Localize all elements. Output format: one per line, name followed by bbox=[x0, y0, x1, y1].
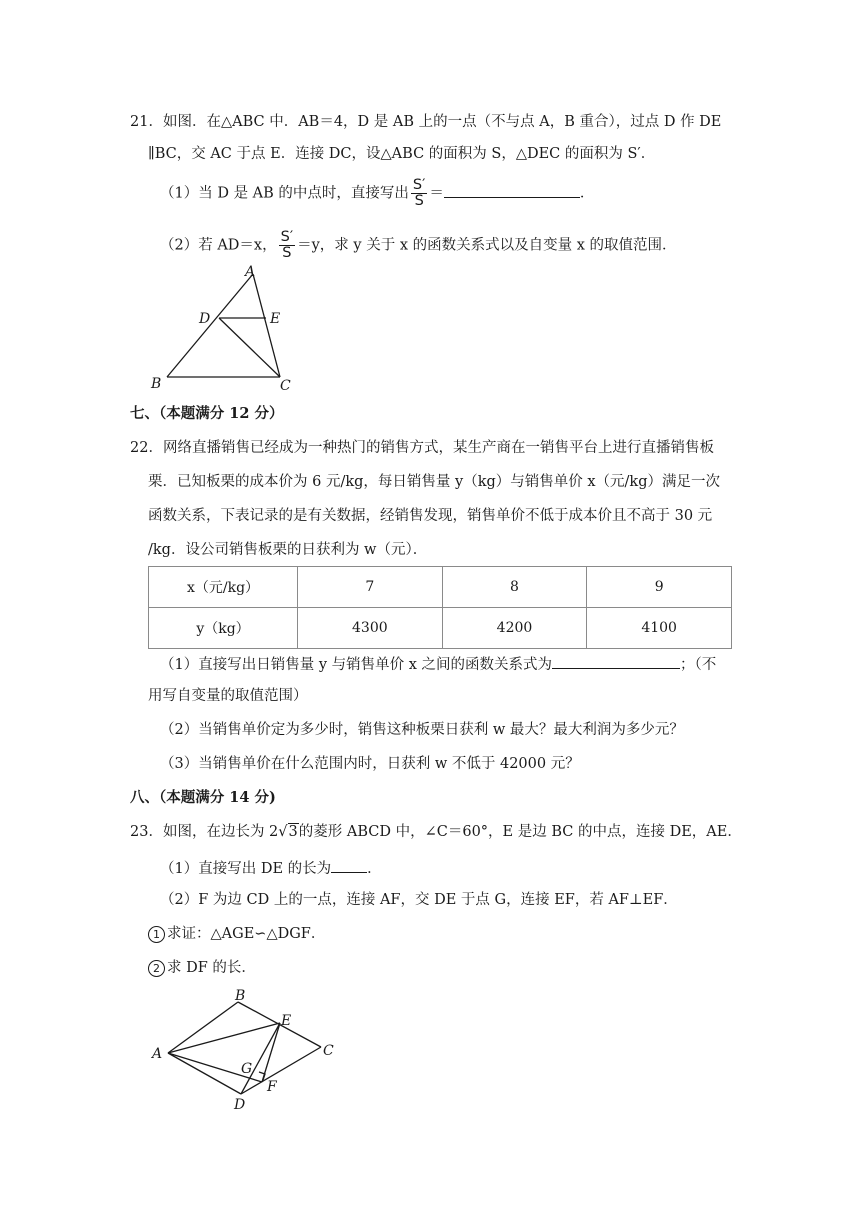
q23-line-1-a: 23．如图，在边长为 2 bbox=[130, 824, 279, 840]
fraction-denominator: S bbox=[414, 193, 424, 209]
sqrt-radicand: 3 bbox=[288, 824, 298, 840]
q23-sub-2-text: 求 DF 的长． bbox=[167, 960, 256, 976]
q22-part-1-suffix: ；（不 bbox=[680, 657, 717, 673]
fraction-numerator: S′ bbox=[412, 177, 426, 193]
q22-line-1: 22．网络直播销售已经成为一种热门的销售方式，某生产商在一销售平台上进行直播销售板 bbox=[130, 440, 714, 456]
fraction-s-prime-over-s bbox=[411, 178, 428, 209]
circled-number-2: 2 bbox=[148, 960, 165, 977]
table-header-x: x（元/kg） bbox=[149, 567, 298, 608]
sqrt-sign: √ bbox=[278, 824, 288, 840]
fraction-s-prime-over-s bbox=[279, 230, 296, 261]
table-cell: 4100 bbox=[587, 608, 732, 649]
answer-blank bbox=[331, 856, 367, 873]
fraction-numerator: S′ bbox=[280, 229, 294, 245]
label-b: B bbox=[151, 376, 162, 392]
fraction-denominator: S bbox=[282, 245, 292, 261]
label-c: C bbox=[323, 1043, 334, 1059]
price-sales-table bbox=[148, 566, 732, 649]
q21-part-2-suffix: ＝y，求 y 关于 x 的函数关系式以及自变量 x 的取值范围． bbox=[297, 237, 677, 254]
q21-part-1-text: （1）当 D 是 AB 的中点时，直接写出 bbox=[160, 185, 409, 202]
label-e: E bbox=[281, 1013, 292, 1029]
section-8-heading: 八、（本题满分 14 分) bbox=[130, 789, 276, 806]
label-c: C bbox=[280, 378, 291, 394]
label-f: F bbox=[267, 1079, 277, 1095]
label-d: D bbox=[234, 1097, 246, 1113]
q22-part-2: （2）当销售单价定为多少时，销售这种板栗日获利 w 最大？最大利润为多少元？ bbox=[160, 722, 684, 738]
triangle-abc-figure bbox=[145, 262, 305, 397]
q23-line-1 bbox=[130, 822, 742, 842]
q22-part-1 bbox=[160, 652, 716, 675]
answer-blank bbox=[552, 652, 680, 669]
q21-part-1 bbox=[160, 178, 594, 209]
rhombus-abcd-figure bbox=[145, 985, 345, 1115]
q23-part-1-text: （1）直接写出 DE 的长为 bbox=[160, 861, 332, 877]
q23-sub-1 bbox=[148, 924, 325, 944]
q23-sub-1-text: 求证：△AGE∽△DGF． bbox=[167, 926, 326, 942]
section-7-heading: 七、（本题满分 12 分） bbox=[130, 405, 284, 422]
period: ． bbox=[579, 185, 595, 202]
label-g: G bbox=[241, 1061, 253, 1077]
q21-part-2 bbox=[160, 230, 677, 261]
label-b: B bbox=[235, 988, 246, 1004]
table-row bbox=[149, 608, 732, 649]
label-d: D bbox=[199, 311, 211, 327]
q21-line-2: ∥BC，交 AC 于点 E．连接 DC，设△ABC 的面积为 S，△DEC 的面积为 S′． bbox=[148, 146, 656, 162]
q22-part-1-text: （1）直接写出日销售量 y 与销售单价 x 之间的函数关系式为 bbox=[160, 657, 553, 673]
table-cell: 4300 bbox=[298, 608, 443, 649]
q22-line-2: 栗．已知板栗的成本价为 6 元/kg，每日销售量 y（kg）与销售单价 x（元/kg）满足一次 bbox=[148, 474, 721, 490]
q22-part-3: （3）当销售单价在什么范围内时，日获利 w 不低于 42000 元？ bbox=[160, 756, 580, 772]
table-cell: 7 bbox=[298, 567, 443, 608]
q22-line-4: /kg．设公司销售板栗的日获利为 w（元）． bbox=[148, 542, 428, 558]
table-cell: 9 bbox=[587, 567, 732, 608]
label-e: E bbox=[270, 311, 281, 327]
q23-part-1 bbox=[160, 856, 382, 879]
q21-part-2-prefix: （2）若 AD＝x， bbox=[160, 237, 277, 254]
label-a: A bbox=[245, 264, 256, 280]
q21-line-1: 21．如图．在△ABC 中．AB＝4，D 是 AB 上的一点（不与点 A，B 重合），过点 D 作 DE bbox=[130, 114, 722, 130]
equals-sign: ＝ bbox=[429, 185, 444, 202]
table-cell: 4200 bbox=[442, 608, 587, 649]
table-cell: 8 bbox=[442, 567, 587, 608]
label-a: A bbox=[152, 1046, 163, 1062]
q22-line-3: 函数关系，下表记录的是有关数据，经销售发现，销售单价不低于成本价且不高于 30 元 bbox=[148, 508, 713, 524]
answer-blank bbox=[444, 181, 580, 198]
period: ． bbox=[367, 861, 382, 877]
table-row bbox=[149, 567, 732, 608]
q23-part-2: （2）F 为边 CD 上的一点，连接 AF，交 DE 于点 G，连接 EF，若 AF⊥EF． bbox=[160, 892, 678, 908]
q22-part-1-cont: 用写自变量的取值范围） bbox=[148, 688, 308, 704]
circled-number-1: 1 bbox=[148, 926, 165, 943]
q23-line-1-b: 的菱形 ABCD 中，∠C＝60°，E 是边 BC 的中点，连接 DE，AE． bbox=[298, 824, 742, 840]
table-header-y: y（kg） bbox=[149, 608, 298, 649]
q23-sub-2 bbox=[148, 958, 256, 978]
